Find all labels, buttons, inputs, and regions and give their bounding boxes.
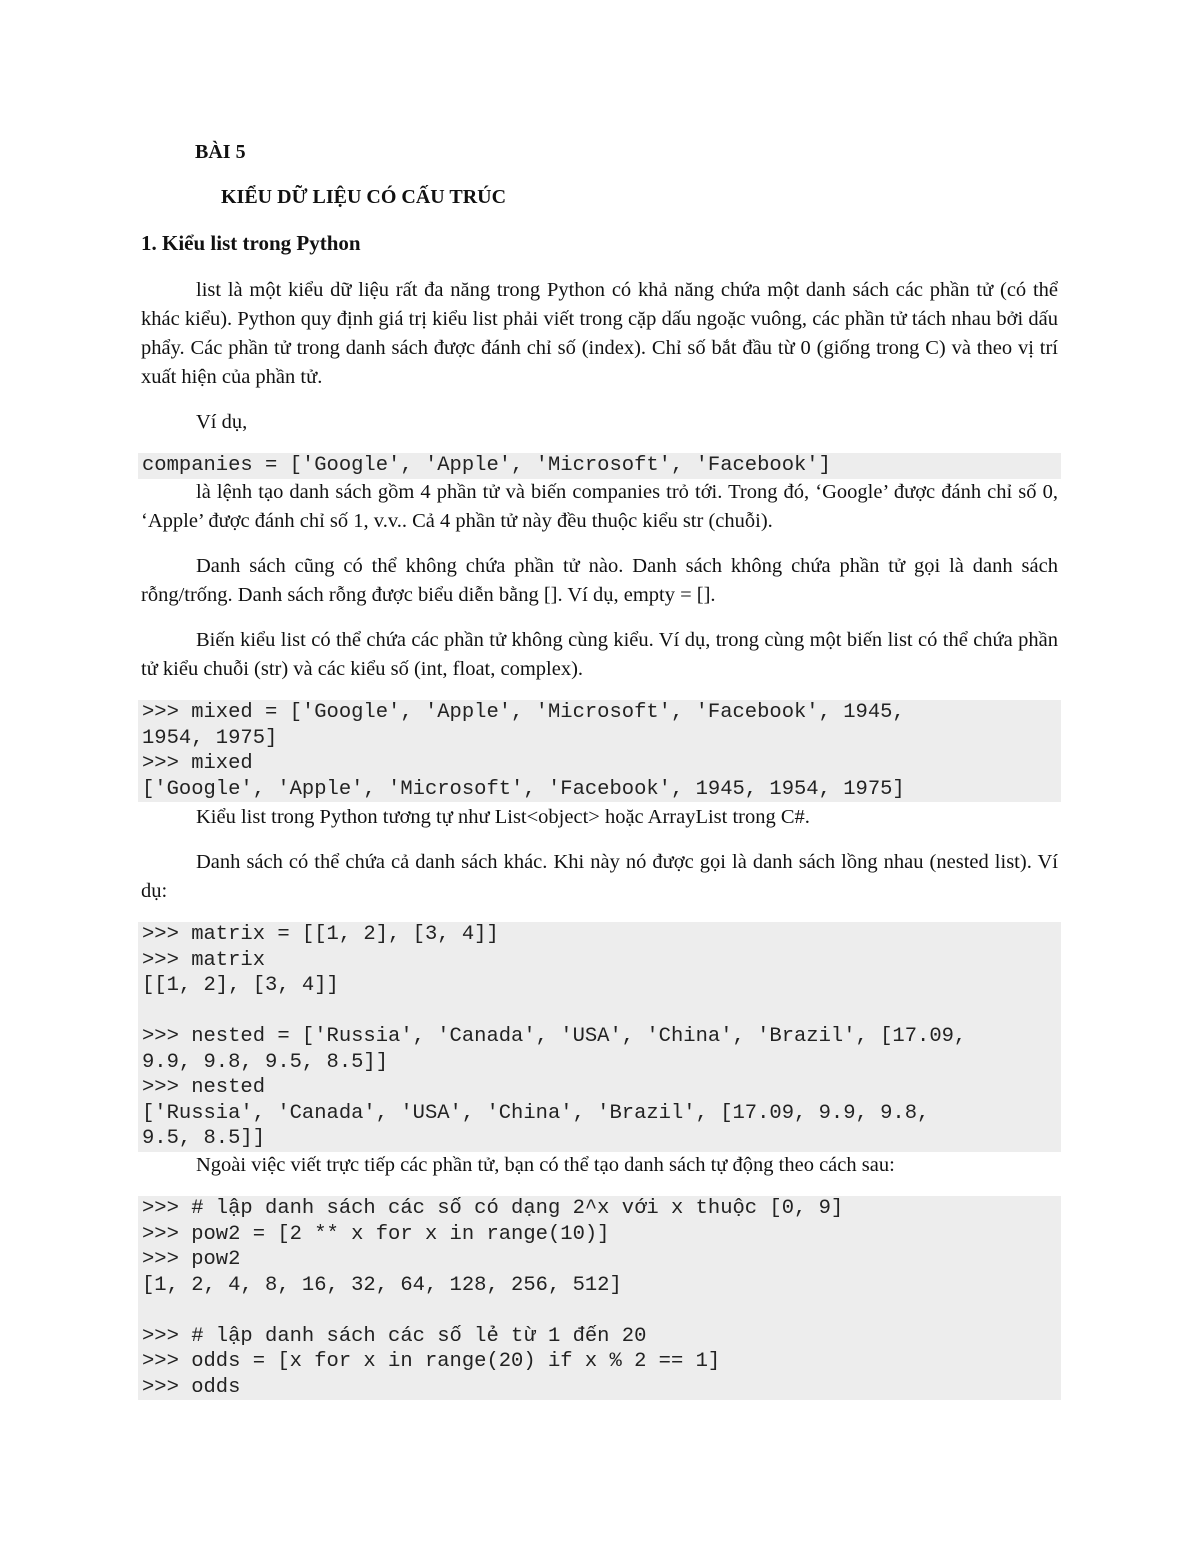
- intro-paragraph: list là một kiểu dữ liệu rất đa năng trong Python có khả năng chứa một danh sách các phần tử (có thể khác kiểu). Python quy định giá trị kiểu list phải viết trong cặp dấu ngoặc vuông, các phần tử tách nhau bởi dấu phẩy. Các phần tử trong danh sách được đánh chỉ số (index). Chỉ số bắt đầu từ 0 (giống trong C) và theo vị trí xuất hiện của phần tử.: [141, 279, 1058, 388]
- code-line: [142, 999, 1057, 1025]
- code-line: >>> nested: [142, 1076, 266, 1099]
- code-line: >>> nested = ['Russia', 'Canada', 'USA', 'China', 'Brazil', [17.09,: [142, 1025, 967, 1048]
- csharp-comparison: Kiểu list trong Python tương tự như List<object> hoặc ArrayList trong C#.: [196, 806, 810, 828]
- code-line: [[1, 2], [3, 4]]: [142, 974, 339, 997]
- example-label: Ví dụ,: [196, 411, 248, 433]
- section-heading: 1. Kiểu list trong Python: [141, 231, 361, 255]
- code-line: >>> matrix = [[1, 2], [3, 4]]: [142, 923, 499, 946]
- companies-explanation: là lệnh tạo danh sách gồm 4 phần tử và biến companies trỏ tới. Trong đó, ‘Google’ được đánh chỉ số 0, ‘Apple’ được đánh chỉ số 1, v.v.. Cả 4 phần tử này đều thuộc kiểu str (chuỗi).: [141, 481, 1058, 532]
- code-block-companies: [138, 453, 1061, 479]
- code-block-mixed: [138, 700, 1061, 802]
- code-line: ['Russia', 'Canada', 'USA', 'China', 'Brazil', [17.09, 9.9, 9.8,: [142, 1101, 930, 1125]
- lesson-title: KIỂU DỮ LIỆU CÓ CẤU TRÚC: [221, 186, 507, 208]
- code-line: 1954, 1975]: [142, 726, 278, 750]
- code-line: >>> matrix: [142, 948, 266, 972]
- code-line: 9.9, 9.8, 9.5, 8.5]]: [142, 1050, 389, 1074]
- nested-list-paragraph: Danh sách có thể chứa cả danh sách khác. Khi này nó được gọi là danh sách lồng nhau (nested list). Ví dụ:: [141, 851, 1058, 902]
- code-line: >>> pow2 = [2 ** x for x in range(10)]: [142, 1222, 610, 1246]
- lesson-number: BÀI 5: [195, 141, 246, 163]
- code-line: >>> odds = [x for x in range(20) if x % 2 == 1]: [142, 1350, 721, 1373]
- code-line: >>> mixed: [142, 752, 253, 775]
- code-line: 9.5, 8.5]]: [142, 1127, 266, 1150]
- code-block-nested: [138, 922, 1061, 1152]
- code-line: >>> mixed = ['Google', 'Apple', 'Microsoft', 'Facebook', 1945,: [142, 701, 905, 724]
- code-line: >>> pow2: [142, 1248, 241, 1271]
- auto-list-paragraph: Ngoài việc viết trực tiếp các phần tử, bạn có thể tạo danh sách tự động theo cách sau:: [196, 1154, 895, 1176]
- code-line: >>> odds: [142, 1375, 241, 1399]
- code-line: companies = ['Google', 'Apple', 'Microsoft', 'Facebook']: [142, 454, 831, 477]
- empty-list-paragraph: Danh sách cũng có thể không chứa phần tử nào. Danh sách không chứa phần tử gọi là danh sách rỗng/trống. Danh sách rỗng được biểu diễn bằng []. Ví dụ, empty = [].: [141, 555, 1058, 606]
- code-line: ['Google', 'Apple', 'Microsoft', 'Facebook', 1945, 1954, 1975]: [142, 777, 905, 801]
- code-line: >>> # lập danh sách các số lẻ từ 1 đến 20: [142, 1324, 647, 1348]
- code-line: [142, 1298, 1057, 1324]
- code-line: [1, 2, 4, 8, 16, 32, 64, 128, 256, 512]: [142, 1273, 622, 1297]
- code-block-comprehension: [138, 1196, 1061, 1400]
- mixed-types-paragraph: Biến kiểu list có thể chứa các phần tử không cùng kiểu. Ví dụ, trong cùng một biến list có thể chứa phần tử kiểu chuỗi (str) và các kiểu số (int, float, complex).: [141, 629, 1058, 680]
- code-line: >>> # lập danh sách các số có dạng 2^x với x thuộc [0, 9]: [142, 1197, 844, 1220]
